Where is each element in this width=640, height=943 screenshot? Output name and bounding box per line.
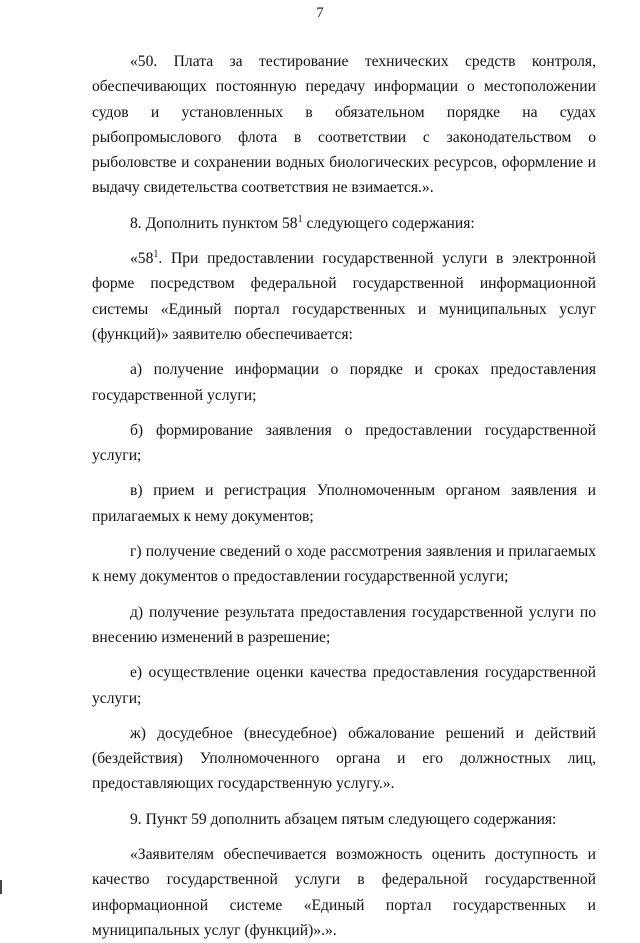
subitem-zh: ж) досудебное (внесудебное) обжалование решений и действий (бездействия) Уполномоченного органа и его должностных лиц, предоставляющих государственную услугу.». (92, 724, 596, 793)
paragraph-58-1 (92, 246, 596, 347)
item-8-text: 8. Дополнить пунктом 58 (130, 214, 298, 232)
item-9: 9. Пункт 59 дополнить абзацем пятым следующего содержания: (130, 810, 557, 828)
item-8-text-end: следующего содержания: (302, 214, 475, 232)
subitem-g: г) получение сведений о ходе рассмотрения заявления и прилагаемых к нему документов о предоставлении государственной услуги; (92, 543, 596, 586)
paragraph-58-1-text: . При предоставлении государственной услуги в электронной форме посредством федеральной государственной информационной системы «Единый портал государственных и муниципальных услуг (функций)» заявителю обеспечивается: (92, 250, 596, 343)
subitem-e: е) осуществление оценки качества предоставления государственной услуги; (92, 664, 596, 707)
item-8 (92, 211, 596, 236)
item-8-superscript: 1 (297, 213, 303, 225)
paragraph-59-addition: «Заявителям обеспечивается возможность оценить доступность и качество государственной услуги в федеральной государственной информационной системе «Единый портал государственных и муниципальных услуг (функций)».». (92, 846, 596, 939)
subitem-v: в) прием и регистрация Уполномоченным органом заявления и прилагаемых к нему документов; (92, 482, 596, 525)
paragraph-58-1-superscript: 1 (153, 248, 159, 260)
paragraph-50: «50. Плата за тестирование технических средств контроля, обеспечивающих постоянную передачу информации о местоположении судов и установленных в обязательном порядке на судах рыбопромыслового флота в соответствии с законодательством о рыболовстве и сохранении водных биологических ресурсов, оформление и выдачу свидетельства соответствия не взимается.». (92, 53, 596, 197)
subitem-b: б) формирование заявления о предоставлении государственной услуги; (92, 421, 596, 465)
paragraph-58-1-number: «58 (130, 250, 154, 268)
subitem-a: а) получение информации о порядке и сроках предоставления государственной услуги; (92, 361, 596, 404)
page-number: 7 (316, 5, 324, 21)
document-body (92, 49, 596, 943)
subitem-d: д) получение результата предоставления государственной услуги по внесению изменений в разрешение; (92, 603, 596, 646)
scan-edge-mark (0, 880, 2, 894)
